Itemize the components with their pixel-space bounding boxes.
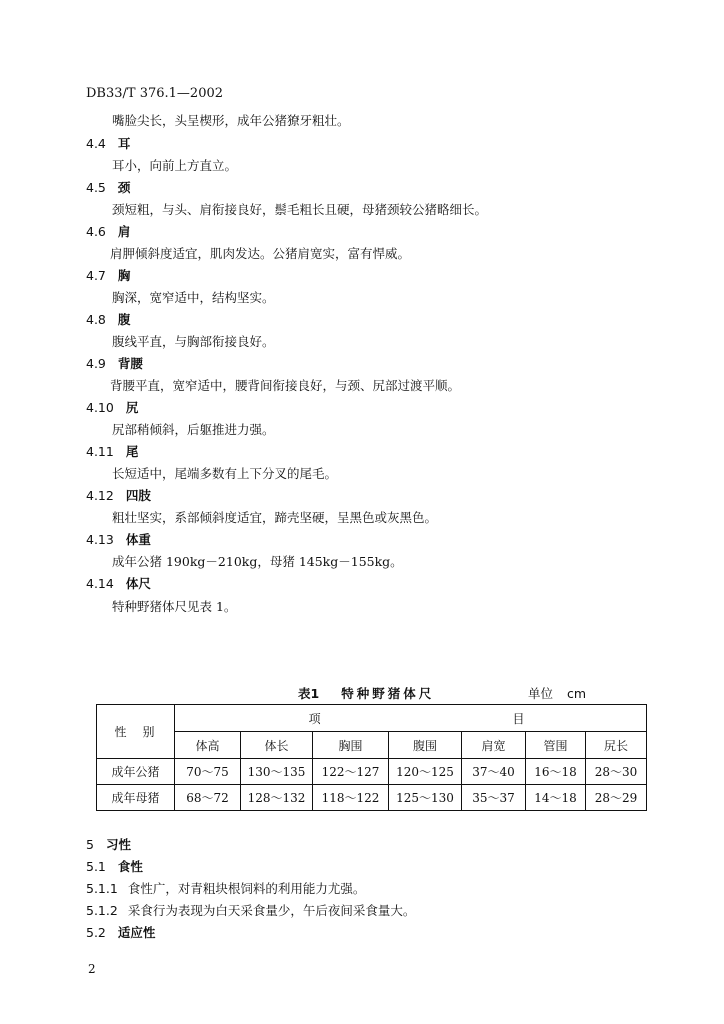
section-title: 体重 bbox=[125, 532, 151, 547]
clause-number: 5.1.1 bbox=[86, 881, 118, 896]
row-label: 成年公猪 bbox=[97, 759, 175, 785]
section-title: 尾 bbox=[125, 444, 139, 459]
page-number: 2 bbox=[88, 962, 96, 976]
paragraph-4-6: 肩胛倾斜度适宜，肌肉发达。公猪肩宽实，富有悍威。 bbox=[110, 246, 411, 261]
paragraph-4-7: 胸深，宽窄适中，结构坚实。 bbox=[112, 290, 275, 305]
paragraph-4-8: 腹线平直，与胸部衔接良好。 bbox=[112, 334, 275, 349]
paragraph-4-9: 背腰平直，宽窄适中，腰背间衔接良好，与颈、尻部过渡平顺。 bbox=[110, 378, 461, 393]
section-heading-4-5 bbox=[86, 178, 130, 196]
section-number: 4.6 bbox=[86, 224, 106, 239]
table-cell: 128～132 bbox=[241, 785, 313, 811]
section-title: 颈 bbox=[117, 180, 131, 195]
sex-header: 性 别 bbox=[97, 705, 175, 759]
table-unit bbox=[528, 684, 586, 702]
clause-text: 食性广，对青粗块根饲料的利用能力尤强。 bbox=[127, 881, 366, 896]
section-heading-4-7 bbox=[86, 266, 130, 284]
paragraph-5-1-2 bbox=[86, 901, 415, 919]
table-cell: 28～29 bbox=[586, 785, 647, 811]
paragraph-4-5: 颈短粗，与头、肩衔接良好，鬃毛粗长且硬，母猪颈较公猪略细长。 bbox=[112, 202, 488, 217]
table-cell: 118～122 bbox=[313, 785, 389, 811]
section-heading-5-1 bbox=[86, 857, 143, 875]
column-header: 体高 bbox=[175, 732, 241, 759]
section-number: 4.7 bbox=[86, 268, 106, 283]
column-header: 管围 bbox=[526, 732, 586, 759]
paragraph-4-4: 耳小，向前上方直立。 bbox=[112, 158, 238, 173]
table-row bbox=[97, 785, 647, 811]
body-measurements-table bbox=[96, 704, 647, 811]
table-title: 特种野猪体尺 bbox=[341, 686, 435, 701]
section-title: 四肢 bbox=[125, 488, 151, 503]
section-title: 腹 bbox=[117, 312, 131, 327]
table-row bbox=[97, 759, 647, 785]
table-cell: 16～18 bbox=[526, 759, 586, 785]
paragraph-5-1-1 bbox=[86, 879, 365, 897]
table-cell: 35～37 bbox=[462, 785, 526, 811]
section-heading-4-10 bbox=[86, 398, 138, 416]
section-title: 食性 bbox=[117, 859, 143, 874]
table-cell: 37～40 bbox=[462, 759, 526, 785]
paragraph-4-12: 粗壮坚实，系部倾斜度适宜，蹄壳坚硬，呈黑色或灰黑色。 bbox=[112, 510, 438, 525]
section-number: 4.14 bbox=[86, 576, 114, 591]
table-cell: 130～135 bbox=[241, 759, 313, 785]
section-title: 背腰 bbox=[117, 356, 143, 371]
section-heading-4-12 bbox=[86, 486, 151, 504]
section-heading-4-11 bbox=[86, 442, 138, 460]
table-cell: 28～30 bbox=[586, 759, 647, 785]
section-heading-5-2 bbox=[86, 923, 155, 941]
section-heading-4-14 bbox=[86, 574, 151, 592]
section-heading-4-8 bbox=[86, 310, 130, 328]
table-cell: 14～18 bbox=[526, 785, 586, 811]
section-number: 4.5 bbox=[86, 180, 106, 195]
row-label: 成年母猪 bbox=[97, 785, 175, 811]
table-cell: 68～72 bbox=[175, 785, 241, 811]
paragraph-4-10: 尻部稍倾斜，后躯推进力强。 bbox=[112, 422, 275, 437]
section-number: 4.11 bbox=[86, 444, 114, 459]
section-number: 5 bbox=[86, 837, 94, 852]
table-caption bbox=[298, 684, 434, 702]
section-number: 4.8 bbox=[86, 312, 106, 327]
column-header: 胸围 bbox=[313, 732, 389, 759]
section-title: 肩 bbox=[117, 224, 131, 239]
section-number: 4.12 bbox=[86, 488, 114, 503]
paragraph-4-14: 特种野猪体尺见表 1。 bbox=[112, 599, 237, 614]
column-header: 尻长 bbox=[586, 732, 647, 759]
section-heading-4-9 bbox=[86, 354, 143, 372]
section-number: 4.10 bbox=[86, 400, 114, 415]
group-header bbox=[175, 705, 647, 732]
paragraph-4-3-cont: 嘴脸尖长，头呈楔形，成年公猪獠牙粗壮。 bbox=[112, 113, 350, 128]
section-number: 5.1 bbox=[86, 859, 106, 874]
section-title: 习性 bbox=[105, 837, 131, 852]
section-title: 尻 bbox=[125, 400, 139, 415]
unit-value: cm bbox=[567, 686, 587, 701]
column-header: 体长 bbox=[241, 732, 313, 759]
section-heading-4-4 bbox=[86, 134, 130, 152]
table-cell: 70～75 bbox=[175, 759, 241, 785]
paragraph-4-11: 长短适中，尾端多数有上下分叉的尾毛。 bbox=[112, 466, 338, 481]
clause-number: 5.1.2 bbox=[86, 903, 118, 918]
paragraph-4-13: 成年公猪 190kg－210kg，母猪 145kg－155kg。 bbox=[112, 554, 403, 569]
table-cell: 122～127 bbox=[313, 759, 389, 785]
column-header: 肩宽 bbox=[462, 732, 526, 759]
section-number: 4.9 bbox=[86, 356, 106, 371]
column-header: 腹围 bbox=[389, 732, 462, 759]
table-label: 表1 bbox=[298, 686, 320, 701]
section-number: 4.4 bbox=[86, 136, 106, 151]
table-cell: 120～125 bbox=[389, 759, 462, 785]
clause-text: 采食行为表现为白天采食量少，午后夜间采食量大。 bbox=[127, 903, 416, 918]
document-code: DB33/T 376.1—2002 bbox=[86, 86, 224, 101]
section-number: 5.2 bbox=[86, 925, 106, 940]
section-heading-4-13 bbox=[86, 530, 151, 548]
group-header-left: 项 bbox=[308, 711, 321, 726]
section-title: 体尺 bbox=[125, 576, 151, 591]
section-title: 耳 bbox=[117, 136, 131, 151]
unit-label: 单位 bbox=[528, 686, 554, 701]
section-heading-5 bbox=[86, 835, 131, 853]
section-number: 4.13 bbox=[86, 532, 114, 547]
section-heading-4-6 bbox=[86, 222, 130, 240]
section-title: 适应性 bbox=[117, 925, 156, 940]
group-header-right: 目 bbox=[512, 711, 525, 726]
section-title: 胸 bbox=[117, 268, 131, 283]
table-cell: 125～130 bbox=[389, 785, 462, 811]
